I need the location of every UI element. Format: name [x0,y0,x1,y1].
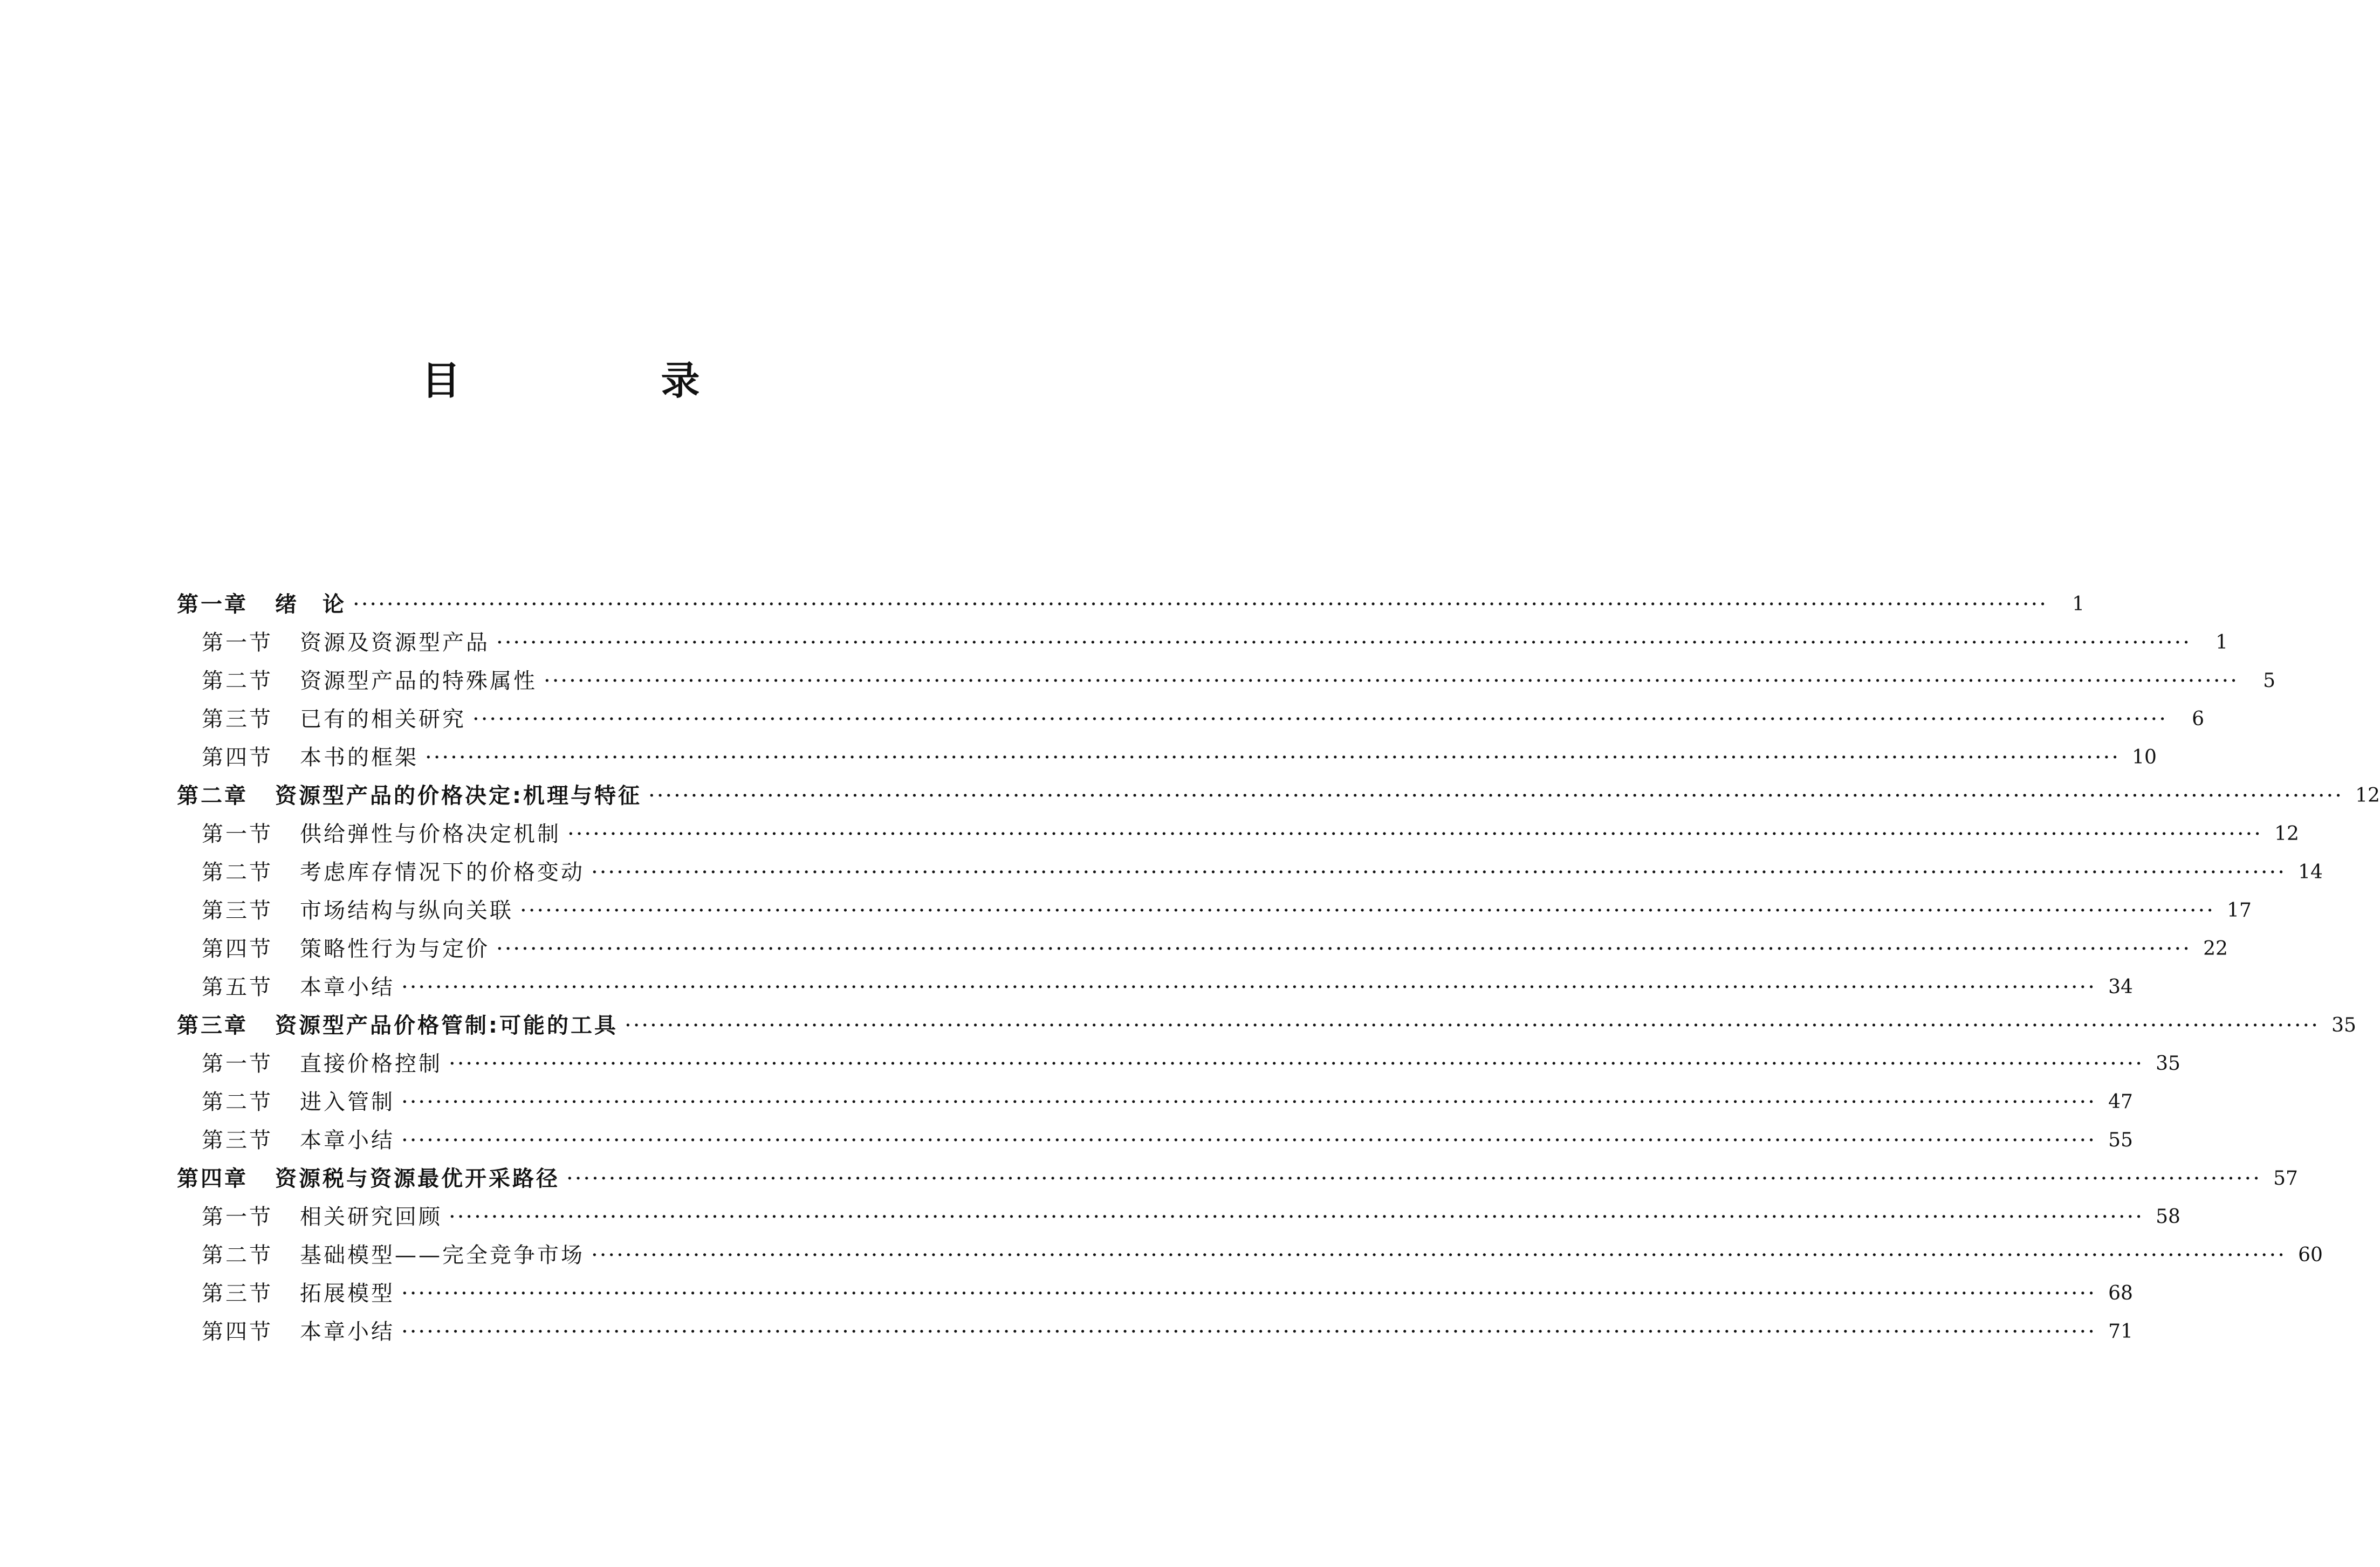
dot-leader: ········································································································································································································ [449,1051,2144,1076]
dot-leader: ········································································································································································································ [591,860,2286,885]
toc-chapter-entry[interactable] [177,776,2380,815]
section-number: 第三节 [202,1281,273,1306]
dot-leader: ········································································································································································································ [625,1013,2320,1038]
section-number: 第二节 [202,1242,273,1268]
toc-section-entry[interactable] [177,738,2157,776]
section-title: 策略性行为与定价 [300,936,490,961]
dot-leader: ········································································································································································································ [401,1089,2096,1115]
dot-leader: ········································································································································································································ [567,821,2262,847]
section-title: 进入管制 [300,1089,395,1115]
section-number: 第一节 [202,1051,273,1076]
page-title: 目 录 [421,358,781,403]
section-title: 拓展模型 [300,1281,395,1306]
chapter-title: 绪 论 [275,592,346,617]
section-title: 本章小结 [300,1128,395,1153]
toc-section-entry[interactable] [177,1121,2133,1159]
toc-section-entry[interactable] [177,930,2228,968]
page-number: 58 [2156,1205,2180,1228]
toc-section-entry[interactable] [177,1044,2180,1083]
page-number: 60 [2298,1243,2323,1266]
section-title: 本书的框架 [300,745,419,770]
chapter-title: 资源税与资源最优开采路径 [275,1166,560,1191]
section-title: 本章小结 [300,974,395,1000]
page-number: 12 [2274,822,2299,845]
toc-section-entry[interactable] [177,891,2252,930]
chapter-number: 第三章 [177,1013,248,1038]
section-number: 第三节 [202,706,273,732]
page-number: 5 [2263,669,2275,692]
section-title: 市场结构与纵向关联 [300,898,513,923]
chapter-number: 第二章 [177,783,248,808]
dot-leader: ········································································································································································································ [496,630,2191,655]
section-number: 第二节 [202,668,273,693]
section-title: 供给弹性与价格决定机制 [300,821,561,847]
chapter-title: 资源型产品价格管制:可能的工具 [275,1013,618,1038]
page-number: 55 [2108,1129,2133,1151]
dot-leader: ········································································································································································································ [353,592,2048,617]
section-title: 直接价格控制 [300,1051,442,1076]
dot-leader: ········································································································································································································ [591,1242,2286,1268]
section-number: 第三节 [202,898,273,923]
dot-leader: ········································································································································································································ [472,706,2168,732]
chapter-number: 第一章 [177,592,248,617]
page-number: 14 [2298,861,2323,883]
page-number: 10 [2132,746,2157,768]
section-title: 本章小结 [300,1319,395,1344]
page-number: 71 [2108,1320,2133,1343]
dot-leader: ········································································································································································································ [648,783,2343,808]
chapter-number: 第四章 [177,1166,248,1191]
toc-section-entry[interactable] [177,1236,2323,1274]
section-number: 第四节 [202,936,273,961]
toc-section-entry[interactable] [177,662,2275,700]
table-of-contents [177,585,2380,1351]
page-number: 47 [2108,1090,2133,1113]
section-title: 资源型产品的特殊属性 [300,668,537,693]
dot-leader: ········································································································································································································ [544,668,2239,693]
dot-leader: ········································································································································································································ [401,1281,2096,1306]
toc-section-entry[interactable] [177,1083,2133,1121]
page-number: 12 [2355,784,2380,807]
section-number: 第二节 [202,1089,273,1115]
toc-section-entry[interactable] [177,623,2228,662]
dot-leader: ········································································································································································································ [496,936,2191,961]
toc-section-entry[interactable] [177,1198,2180,1236]
section-number: 第五节 [202,974,273,1000]
page-number: 1 [2072,593,2084,615]
toc-section-entry[interactable] [177,1274,2133,1312]
page-number: 22 [2203,937,2228,960]
toc-section-entry[interactable] [177,700,2204,738]
toc-section-entry[interactable] [177,1312,2133,1351]
section-number: 第四节 [202,745,273,770]
section-title: 已有的相关研究 [300,706,466,732]
toc-section-entry[interactable] [177,853,2323,891]
dot-leader: ········································································································································································································ [401,1319,2096,1344]
dot-leader: ········································································································································································································ [401,974,2096,1000]
section-number: 第四节 [202,1319,273,1344]
toc-section-entry[interactable] [177,815,2299,853]
toc-chapter-entry[interactable] [177,1006,2356,1044]
chapter-title: 资源型产品的价格决定:机理与特征 [275,783,642,808]
page-number: 17 [2227,899,2252,922]
section-number: 第一节 [202,630,273,655]
dot-leader: ········································································································································································································ [425,745,2120,770]
section-title: 相关研究回顾 [300,1204,442,1229]
page-number: 34 [2108,975,2133,998]
dot-leader: ········································································································································································································ [401,1128,2096,1153]
section-number: 第一节 [202,1204,273,1229]
page-number: 68 [2108,1282,2133,1304]
dot-leader: ········································································································································································································ [520,898,2215,923]
toc-chapter-entry[interactable] [177,1159,2298,1198]
page-number: 6 [2192,707,2204,730]
toc-chapter-entry[interactable] [177,585,2084,623]
section-number: 第三节 [202,1128,273,1153]
section-title: 考虑库存情况下的价格变动 [300,860,585,885]
page-number: 57 [2273,1167,2298,1190]
toc-section-entry[interactable] [177,968,2133,1006]
section-title: 资源及资源型产品 [300,630,490,655]
section-title: 基础模型——完全竞争市场 [300,1242,585,1268]
section-number: 第一节 [202,821,273,847]
section-number: 第二节 [202,860,273,885]
dot-leader: ········································································································································································································ [449,1204,2144,1229]
page-number: 1 [2216,631,2228,654]
page-number: 35 [2156,1052,2180,1075]
page-number: 35 [2331,1014,2356,1036]
dot-leader: ········································································································································································································ [566,1166,2261,1191]
